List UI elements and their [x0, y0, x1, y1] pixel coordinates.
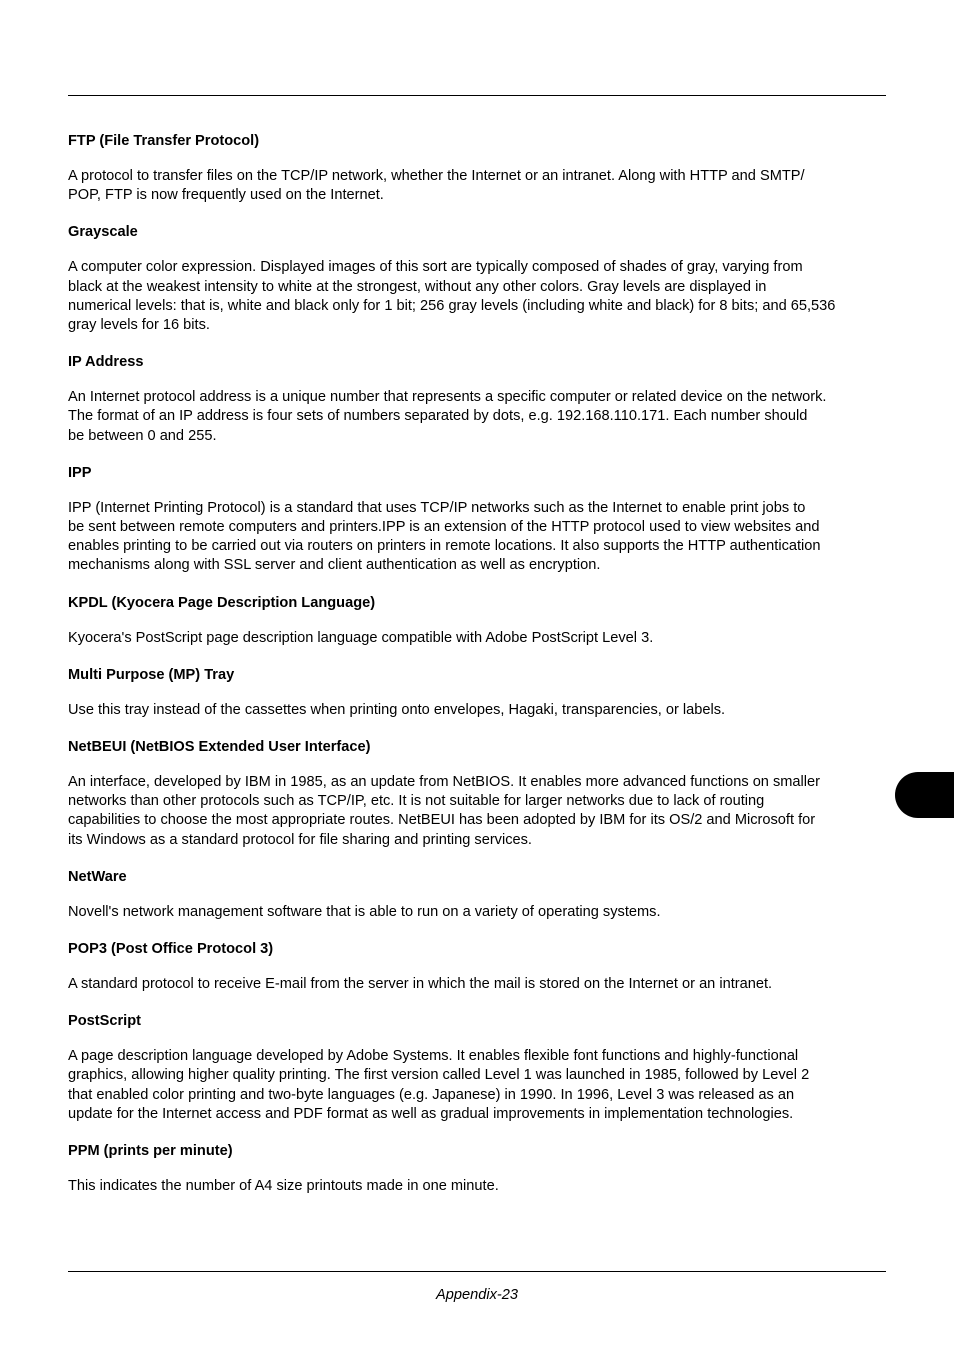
definition-line: be between 0 and 255.: [68, 427, 217, 444]
glossary-definition: [68, 388, 886, 446]
definition-line: POP, FTP is now frequently used on the Internet.: [68, 187, 384, 204]
glossary-term: KPDL (Kyocera Page Description Language): [68, 594, 376, 611]
definition-line: A computer color expression. Displayed images of this sort are typically composed of shades of gray, varying from: [68, 259, 803, 276]
glossary-entry: [68, 738, 886, 850]
glossary-definition: [68, 975, 886, 994]
glossary-term: PPM (prints per minute): [68, 1143, 233, 1160]
glossary-entry: [68, 353, 886, 446]
glossary-entry: [68, 132, 886, 205]
glossary-entry: [68, 940, 886, 994]
glossary-definition: [68, 1047, 886, 1124]
definition-line: its Windows as a standard protocol for file sharing and printing services.: [68, 831, 532, 848]
definition-line: gray levels for 16 bits.: [68, 317, 210, 334]
definition-line: update for the Internet access and PDF format as well as gradual improvements in implementation technologies.: [68, 1105, 794, 1122]
definition-line: Novell's network management software that is able to run on a variety of operating systems.: [68, 903, 661, 920]
glossary-definition: [68, 258, 886, 335]
definition-line: The format of an IP address is four sets of numbers separated by dots, e.g. 192.168.110.171. Each number should: [68, 408, 808, 425]
definition-line: An Internet protocol address is a unique number that represents a specific computer or related device on the network.: [68, 389, 827, 406]
glossary-definition: [68, 701, 886, 720]
definition-line: This indicates the number of A4 size printouts made in one minute.: [68, 1178, 499, 1195]
glossary-definition: [68, 167, 886, 205]
glossary-term: Multi Purpose (MP) Tray: [68, 666, 235, 683]
glossary-definition: [68, 903, 886, 922]
header-rule: [68, 95, 886, 96]
glossary-term: IP Address: [68, 354, 144, 371]
definition-line: numerical levels: that is, white and black only for 1 bit; 256 gray levels (including white and black) for 8 bits; and 65,536: [68, 297, 836, 314]
definition-line: be sent between remote computers and printers.IPP is an extension of the HTTP protocol used to view websites and: [68, 519, 820, 536]
glossary-entry: [68, 666, 886, 720]
glossary-definition: [68, 1177, 886, 1196]
footer-rule: [68, 1271, 886, 1272]
definition-line: graphics, allowing higher quality printing. The first version called Level 1 was launched in 1985, followed by Level 2: [68, 1067, 810, 1084]
definition-line: IPP (Internet Printing Protocol) is a standard that uses TCP/IP networks such as the Internet to enable print jobs to: [68, 499, 806, 516]
glossary-content: [68, 132, 886, 1214]
definition-line: An interface, developed by IBM in 1985, as an update from NetBIOS. It enables more advanced functions on smaller: [68, 774, 821, 791]
definition-line: black at the weakest intensity to white at the strongest, without any other colors. Gray levels are displayed in: [68, 278, 767, 295]
definition-line: networks than other protocols such as TCP/IP, etc. It is not suitable for larger networks due to lack of routing: [68, 793, 765, 810]
glossary-entry: [68, 1012, 886, 1124]
definition-line: mechanisms along with SSL server and client authentication as well as encryption.: [68, 557, 601, 574]
glossary-definition: [68, 773, 886, 850]
definition-line: A protocol to transfer files on the TCP/IP network, whether the Internet or an intranet. Along with HTTP and SMTP/: [68, 168, 805, 184]
section-tab-marker: [895, 772, 954, 818]
glossary-entry: [68, 868, 886, 922]
definition-line: Use this tray instead of the cassettes when printing onto envelopes, Hagaki, transparencies, or labels.: [68, 701, 726, 718]
definition-line: capabilities to choose the most appropriate routes. NetBEUI has been adopted by IBM for its OS/2 and Microsoft for: [68, 812, 816, 829]
glossary-term: FTP (File Transfer Protocol): [68, 133, 260, 149]
glossary-entry: [68, 223, 886, 335]
glossary-term: NetBEUI (NetBIOS Extended User Interface): [68, 739, 371, 756]
glossary-term: Grayscale: [68, 224, 138, 241]
definition-line: that enabled color printing and two-byte languages (e.g. Japanese) in 1990. In 1996, Level 3 was released as an: [68, 1086, 795, 1103]
definition-line: A standard protocol to receive E-mail from the server in which the mail is stored on the Internet or an intranet.: [68, 976, 773, 993]
definition-line: Kyocera's PostScript page description language compatible with Adobe PostScript Level 3.: [68, 629, 654, 646]
definition-line: A page description language developed by Adobe Systems. It enables flexible font functions and highly-functional: [68, 1048, 799, 1065]
definition-line: enables printing to be carried out via routers on printers in remote locations. It also supports the HTTP authentication: [68, 538, 821, 555]
glossary-term: NetWare: [68, 868, 127, 885]
glossary-term: POP3 (Post Office Protocol 3): [68, 941, 274, 958]
glossary-entry: [68, 594, 886, 648]
glossary-definition: [68, 499, 886, 576]
glossary-entry: [68, 464, 886, 576]
glossary-term: IPP: [68, 464, 92, 481]
glossary-term: PostScript: [68, 1013, 141, 1030]
page-number: Appendix-23: [436, 1287, 518, 1303]
glossary-entry: [68, 1142, 886, 1196]
glossary-definition: [68, 629, 886, 648]
